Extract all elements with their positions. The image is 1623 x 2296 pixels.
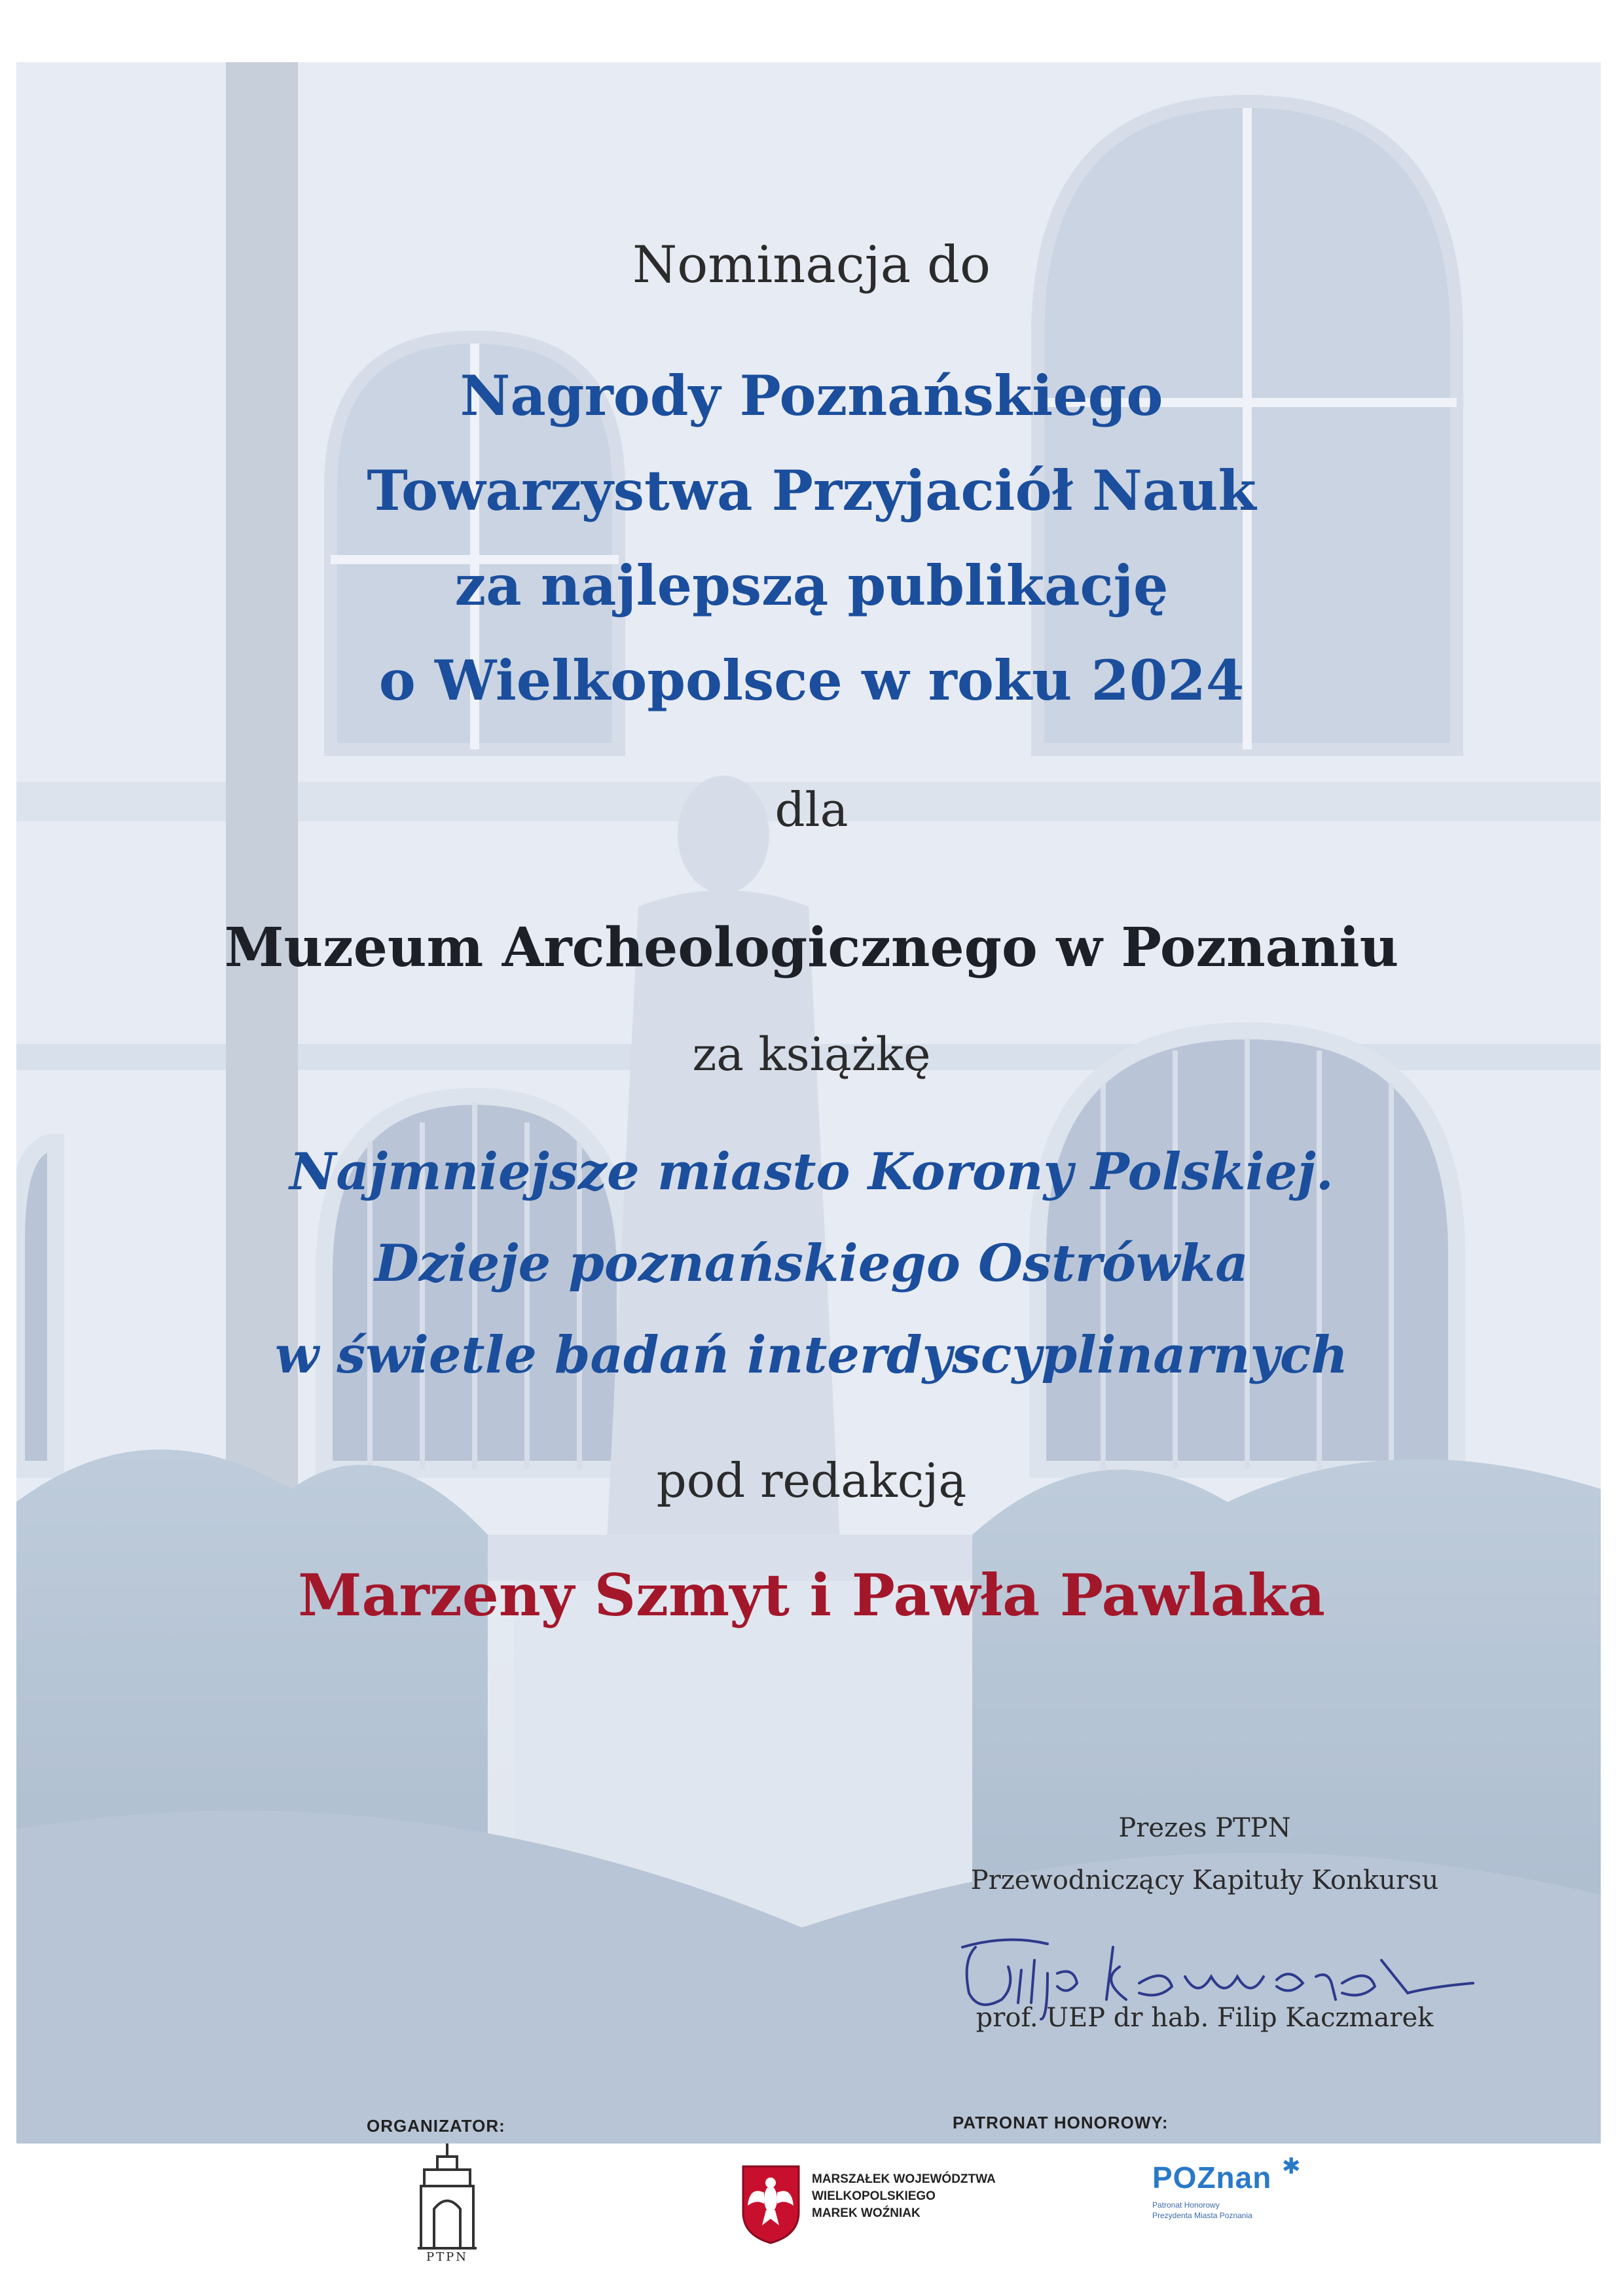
intro-text: Nominacja do	[632, 236, 991, 295]
for-label: dla	[775, 782, 848, 837]
recipient-name: Muzeum Archeologicznego w Poznaniu	[224, 916, 1399, 979]
poznan-star-icon: ✱	[1282, 2154, 1301, 2179]
book-title-line-1: Najmniejsze miasto Korony Polskiej.	[289, 1142, 1334, 1202]
book-title-line-3: w świetle badań interdyscyplinarnych	[274, 1325, 1349, 1385]
editors-label: pod redakcją	[656, 1453, 967, 1508]
signatory-name: prof. UEP dr hab. Filip Kaczmarek	[976, 2003, 1434, 2033]
marshal-logo	[740, 2163, 1054, 2261]
poznan-logo	[1152, 2154, 1362, 2238]
award-line-3: za najlepszą publikację	[454, 553, 1169, 618]
ptpn-logo-text: PTPN	[426, 2250, 468, 2264]
editors-names: Marzeny Szmyt i Pawła Pawlaka	[298, 1561, 1325, 1629]
award-line-2: Towarzystwa Przyjaciół Nauk	[367, 458, 1256, 523]
poznan-wordmark: POZnan	[1152, 2161, 1272, 2195]
eagle-shield-icon	[740, 2163, 802, 2245]
poznan-sub-line-2: Prezydenta Miasta Poznania	[1152, 2211, 1252, 2220]
patron-label: PATRONAT HONOROWY:	[953, 2113, 1169, 2132]
organizer-label: ORGANIZATOR:	[367, 2116, 505, 2136]
award-line-4: o Wielkopolsce w roku 2024	[378, 648, 1245, 713]
award-line-1: Nagrody Poznańskiego	[460, 363, 1163, 428]
marshal-line-3: MAREK WOŹNIAK	[812, 2206, 921, 2220]
signature-role-2: Przewodniczący Kapituły Konkursu	[970, 1865, 1439, 1895]
ptpn-building-icon	[411, 2140, 483, 2251]
signature-role-1: Prezes PTPN	[1118, 1813, 1291, 1843]
book-label: za książkę	[692, 1028, 931, 1081]
marshal-line-1: MARSZAŁEK WOJEWÓDZTWA	[812, 2172, 996, 2186]
marshal-line-2: WIELKOPOLSKIEGO	[812, 2189, 936, 2203]
book-title-line-2: Dzieje poznańskiego Ostrówka	[374, 1234, 1249, 1293]
ptpn-logo	[411, 2140, 483, 2265]
poznan-sub-line-1: Patronat Honorowy	[1152, 2200, 1220, 2210]
